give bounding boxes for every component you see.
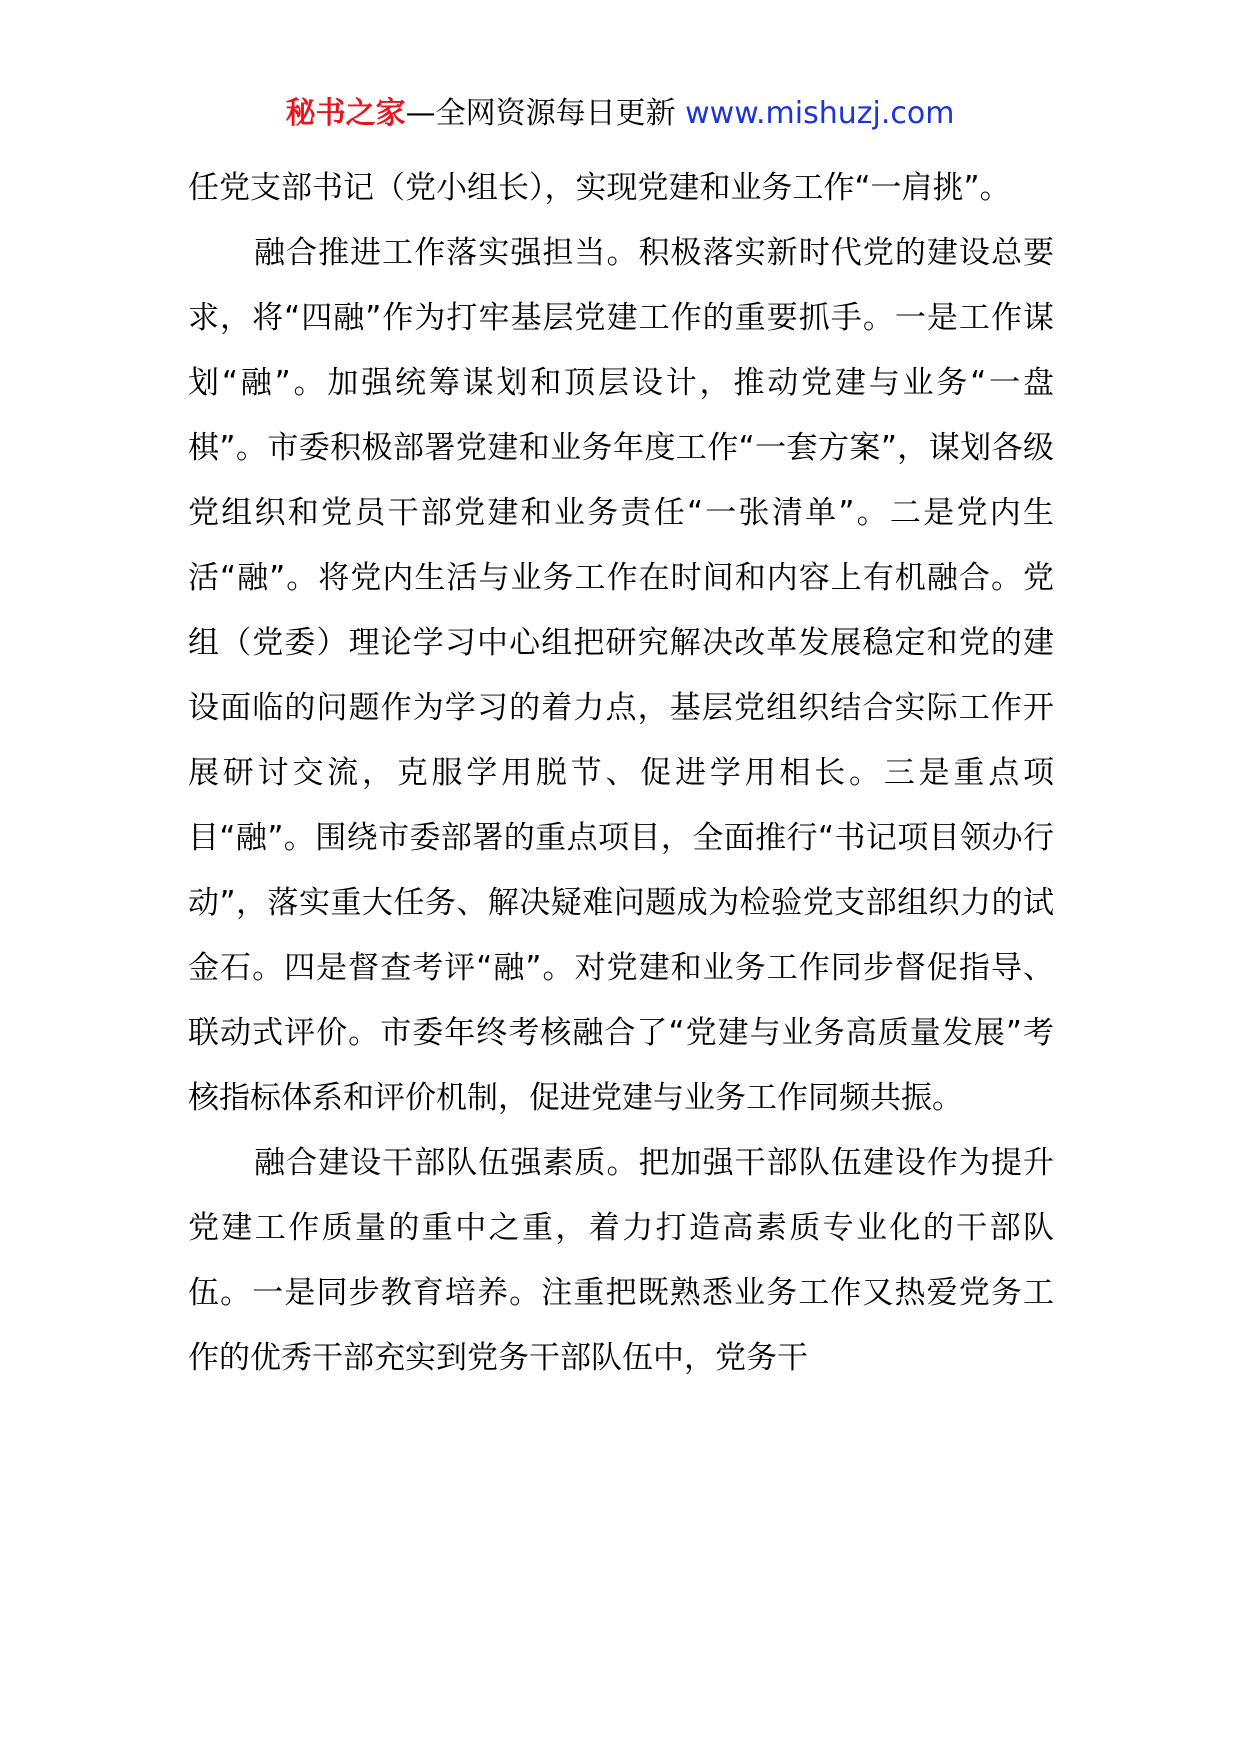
paragraph-cadre-team: 融合建设干部队伍强素质。把加强干部队伍建设作为提升党建工作质量的重中之重，着力打造高素质专业化的干部队伍。一是同步教育培养。注重把既熟悉业务工作又热爱党务工作的优秀干部充实到党务干部队伍中，党务干 (188, 1145, 1054, 1376)
site-brand: 秘书之家 (285, 96, 406, 131)
site-url-link[interactable]: www.mishuzj.com (685, 96, 955, 131)
paragraph-continuation: 任党支部书记（党小组长），实现党建和业务工作“一肩挑”。 (188, 170, 1011, 206)
document-body (188, 156, 1054, 1391)
site-tagline: —全网资源每日更新 (405, 96, 686, 131)
paragraph-work-integration: 融合推进工作落实强担当。积极落实新时代党的建设总要求，将“四融”作为打牢基层党建工作的重要抓手。一是工作谋划“融”。加强统筹谋划和顶层设计，推动党建与业务“一盘棋”。市委积极部署党建和业务年度工作“一套方案”，谋划各级党组织和党员干部党建和业务责任“一张清单”。二是党内生活“融”。将党内生活与业务工作在时间和内容上有机融合。党组（党委）理论学习中心组把研究解决改革发展稳定和党的建设面临的问题作为学习的着力点，基层党组织结合实际工作开展研讨交流，克服学用脱节、促进学用相长。三是重点项目“融”。围绕市委部署的重点项目，全面推行“书记项目领办行动”，落实重大任务、解决疑难问题成为检验党支部组织力的试金石。四是督查考评“融”。对党建和业务工作同步督促指导、联动式评价。市委年终考核融合了“党建与业务高质量发展”考核指标体系和评价机制，促进党建与业务工作同频共振。 (188, 235, 1054, 1116)
site-header (0, 94, 1240, 134)
